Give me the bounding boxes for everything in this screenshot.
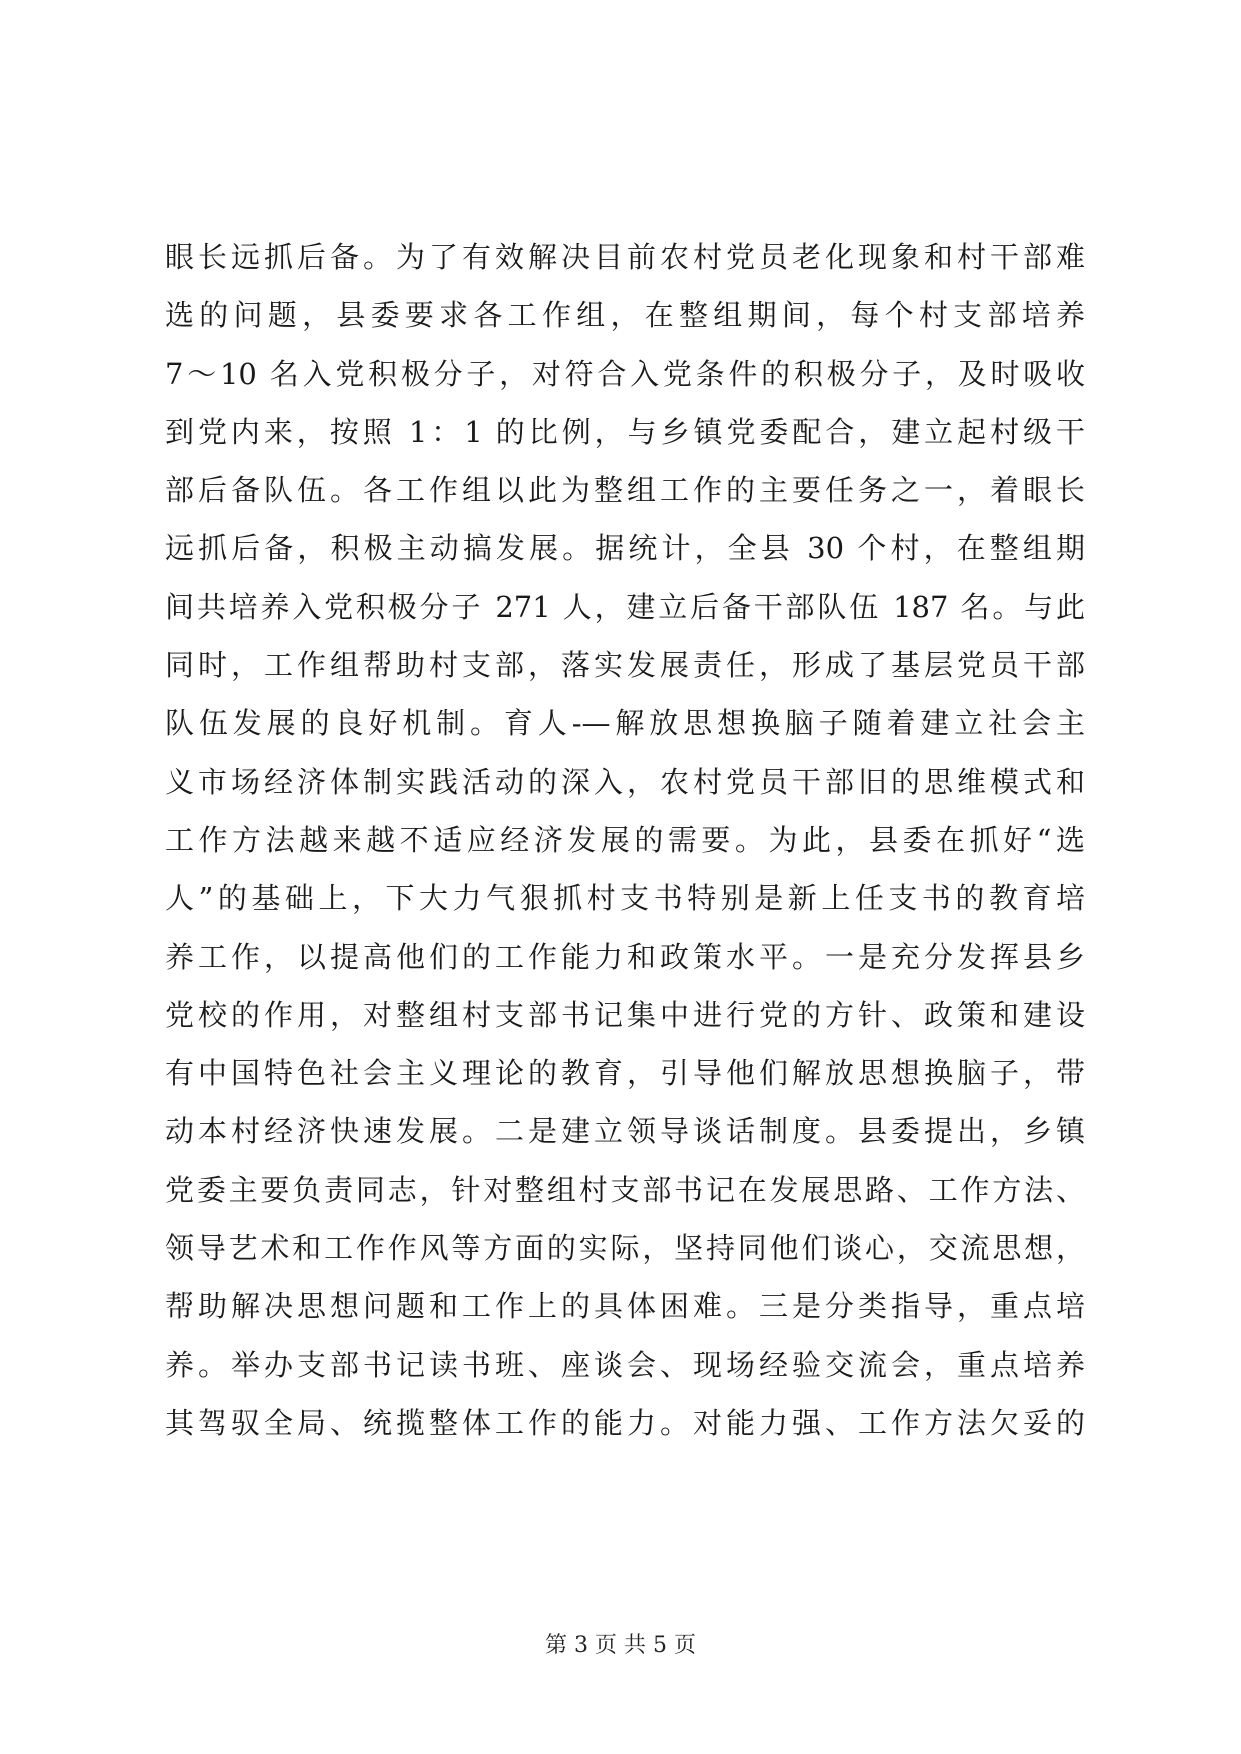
text-line: 领导艺术和工作作风等方面的实际，坚持同他们谈心，交流思想，: [165, 1231, 1085, 1266]
page-footer: 第 3 页 共 5 页: [545, 1633, 696, 1658]
text-line: 选的问题，县委要求各工作组，在整组期间，每个村支部培养: [165, 298, 1085, 333]
text-line: 到党内来，按照 1：1 的比例，与乡镇党委配合，建立起村级干: [165, 414, 1085, 449]
text-line: 其驾驭全局、统揽整体工作的能力。对能力强、工作方法欠妥的: [165, 1405, 1085, 1440]
text-line: 队伍发展的良好机制。育人-—解放思想换脑子随着建立社会主: [165, 706, 1085, 741]
text-line: 眼长远抓后备。为了有效解决目前农村党员老化现象和村干部难: [165, 240, 1085, 274]
text-line: 党委主要负责同志，针对整组村支部书记在发展思路、工作方法、: [165, 1172, 1085, 1207]
text-line: 义市场经济体制实践活动的深入，农村党员干部旧的思维模式和: [165, 764, 1085, 799]
text-line: 帮助解决思想问题和工作上的具体困难。三是分类指导，重点培: [165, 1289, 1085, 1324]
text-line: 动本村经济快速发展。二是建立领导谈话制度。县委提出，乡镇: [165, 1114, 1085, 1149]
text-line: 同时，工作组帮助村支部，落实发展责任，形成了基层党员干部: [165, 648, 1085, 683]
text-line: 有中国特色社会主义理论的教育，引导他们解放思想换脑子，带: [165, 1056, 1085, 1091]
text-line: 工作方法越来越不适应经济发展的需要。为此，县委在抓好“选: [165, 822, 1085, 857]
body-text: [165, 228, 1085, 1452]
text-line: 养工作，以提高他们的工作能力和政策水平。一是充分发挥县乡: [165, 939, 1085, 974]
text-line: 7～10 名入党积极分子，对符合入党条件的积极分子，及时吸收: [165, 356, 1085, 391]
text-line: 养。举办支部书记读书班、座谈会、现场经验交流会，重点培养: [165, 1347, 1085, 1382]
text-line: 远抓后备，积极主动搞发展。据统计，全县 30 个村，在整组期: [165, 531, 1085, 566]
text-line: 部后备队伍。各工作组以此为整组工作的主要任务之一，着眼长: [165, 473, 1085, 508]
text-line: 党校的作用，对整组村支部书记集中进行党的方针、政策和建设: [165, 997, 1085, 1032]
text-line: 间共培养入党积极分子 271 人，建立后备干部队伍 187 名。与此: [165, 589, 1085, 624]
text-line: 人”的基础上，下大力气狠抓村支书特别是新上任支书的教育培: [165, 881, 1085, 916]
